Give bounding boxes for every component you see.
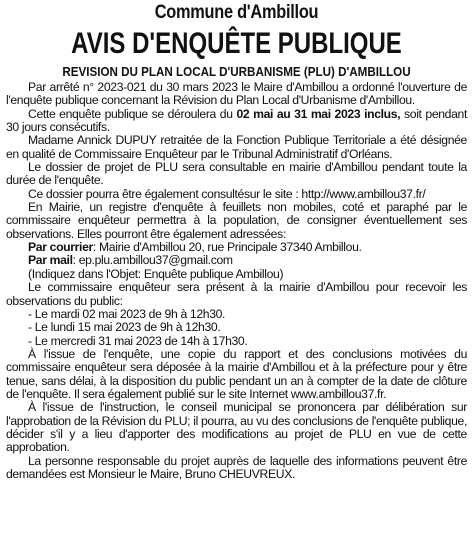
paragraph-dossier: Le dossier de projet de PLU sera consultable en mairie d'Ambillou pendant toute la durée de l'enquête. — [6, 160, 467, 188]
commune-heading: Commune d'Ambillou — [154, 2, 319, 23]
dates-range: 02 mai au 31 mai 2023 inclus, — [236, 106, 401, 121]
paragraph-commissaire: Madame Annick DUPUY retraitée de la Fonction Publique Territoriale a été désignée en qualité de Commissaire Enquêteur par le Tribunal Administratif d'Orléans. — [6, 133, 467, 161]
permanence-date-3: - Le mercredi 31 mai 2023 de 14h à 17h30. — [28, 333, 248, 348]
paragraph-registre: En Mairie, un registre d'enquête à feuillets non mobiles, coté et paraphé par le commissaire enquêteur permettra à la population, de consigner éventuellement ses observations. Elles pourront être également adressées: — [6, 200, 467, 241]
paragraph-arrete: Par arrêté n° 2023-021 du 30 mars 2023 le Maire d'Ambillou a ordonné l'ouverture de l'enquête publique concernant la Révision du Plan Local d'Urbanisme d'Ambillou. — [6, 80, 467, 108]
dates-intro: Cette enquête publique se déroulera du — [28, 106, 237, 121]
paragraph-site: Ce dossier pourra être également consultésur le site : http://www.ambillou37.fr/ — [28, 186, 426, 201]
courrier-label: Par courrier — [28, 240, 93, 255]
notice-title: AVIS D'ENQUÊTE PUBLIQUE — [71, 27, 402, 60]
mail-label: Par mail — [28, 253, 73, 268]
mail-note: (Indiquez dans l'Objet: Enquête publique Ambillou) — [28, 266, 284, 281]
paragraph-dates — [6, 108, 467, 135]
courrier-address: : Mairie d'Ambillou 20, rue Principale 37340 Ambillou. — [92, 240, 362, 255]
dates-duration: soit pendant 30 jours consécutifs. — [6, 106, 467, 135]
notice-subtitle: REVISION DU PLAN LOCAL D'URBANISME (PLU) D'AMBILLOU — [62, 65, 411, 79]
courrier-line — [6, 241, 467, 254]
mail-line — [6, 254, 467, 267]
permanence-date-1: - Le mardi 02 mai 2023 de 9h à 12h30. — [28, 306, 226, 321]
paragraph-rapport: À l'issue de l'enquête, une copie du rapport et des conclusions motivées du commissaire enquêteur sera déposée à la mairie d'Ambillou et à la préfecture pour y être tenue, sans délai, à la disposition du public pendant un an à compter de la date de clôture de l'enquête. Il sera également publié sur le site Internet www.ambillou37.fr. — [6, 346, 467, 401]
paragraph-permanences: Le commissaire enquêteur sera présent à la mairie d'Ambillou pour recevoir les observations du public: — [6, 280, 467, 308]
notice-body — [6, 81, 467, 481]
permanence-date-2: - Le lundi 15 mai 2023 de 9h à 12h30. — [28, 320, 221, 335]
mail-address: : ep.plu.ambillou37@gmail.com — [72, 253, 233, 268]
paragraph-approbation: À l'issue de l'instruction, le conseil municipal se prononcera par délibération sur l'approbation de la Révision du PLU; il pourra, au vu des conclusions de l'enquête publique, décider s'il y a lieu d'apporter des modifications au projet de PLU en vue de cette approbation. — [6, 400, 467, 455]
paragraph-responsable: La personne responsable du projet auprès de laquelle des informations peuvent être demandées est Monsieur le Maire, Bruno CHEUVREUX. — [6, 453, 467, 481]
